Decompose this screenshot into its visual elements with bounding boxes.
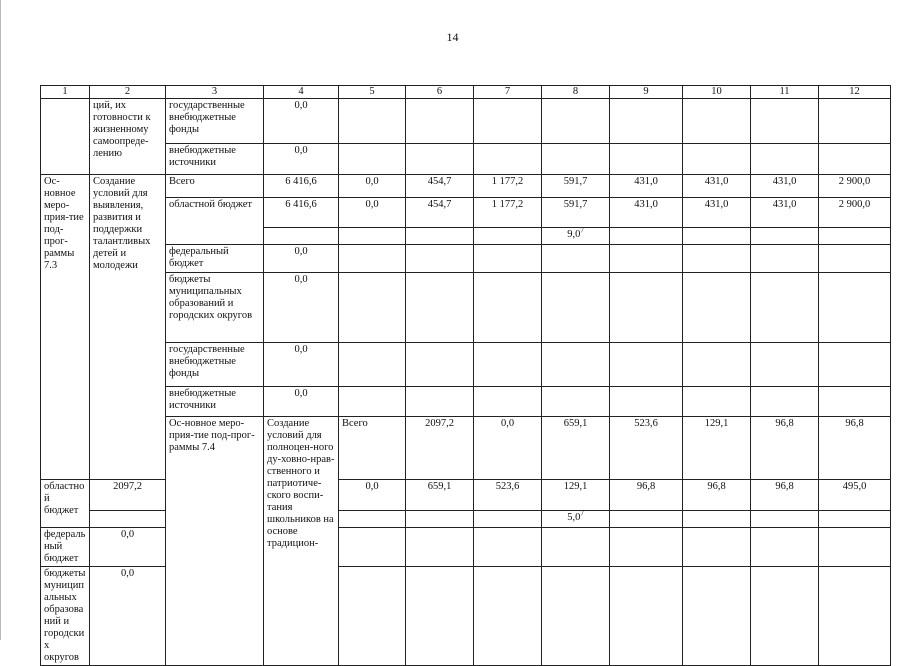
value-cell: 2 900,0 bbox=[819, 175, 891, 198]
col-header: 12 bbox=[819, 86, 891, 99]
value-cell: 591,7 bbox=[542, 175, 610, 198]
footnoted-value: $5,0^7$ bbox=[542, 511, 610, 528]
value-cell: 96,8 bbox=[610, 480, 683, 511]
value-cell: 0,0 bbox=[474, 417, 542, 480]
total-value: 0,0 bbox=[264, 343, 339, 387]
footnoted-value: $9,0^7$ bbox=[542, 228, 610, 245]
funding-source: внебюджетные источники bbox=[166, 144, 264, 175]
value-cell: 2097,2 bbox=[406, 417, 474, 480]
value-cell: 454,7 bbox=[406, 198, 474, 228]
activity-label: Ос-новное меро-прия-тие под-прог-раммы 7.3 bbox=[41, 175, 90, 480]
total-value: 0,0 bbox=[90, 567, 166, 666]
col-header: 7 bbox=[474, 86, 542, 99]
total-value: 0,0 bbox=[264, 273, 339, 343]
value-cell: 431,0 bbox=[610, 175, 683, 198]
col-header: 2 bbox=[90, 86, 166, 99]
col-header: 1 bbox=[41, 86, 90, 99]
funding-source: внебюджетные источники bbox=[166, 387, 264, 417]
table-row bbox=[41, 99, 891, 144]
value-cell: 0,0 bbox=[339, 175, 406, 198]
funding-source: федеральный бюджет bbox=[166, 245, 264, 273]
empty-cell bbox=[41, 99, 90, 175]
value-cell: 0,0 bbox=[339, 198, 406, 228]
funding-source: областной бюджет bbox=[41, 480, 90, 528]
value-cell: 96,8 bbox=[751, 417, 819, 480]
total-value: 0,0 bbox=[264, 245, 339, 273]
value-cell: 523,6 bbox=[474, 480, 542, 511]
value-cell: 96,8 bbox=[751, 480, 819, 511]
funding-source: бюджеты муниципальных образований и городских округов bbox=[166, 273, 264, 343]
table-row bbox=[41, 273, 891, 343]
value-cell: 1 177,2 bbox=[474, 175, 542, 198]
value-cell: 659,1 bbox=[542, 417, 610, 480]
value-cell: 1 177,2 bbox=[474, 198, 542, 228]
value-cell: 431,0 bbox=[610, 198, 683, 228]
col-header: 5 bbox=[339, 86, 406, 99]
funding-source: государственные внебюджетные фонды bbox=[166, 343, 264, 387]
col-header: 11 bbox=[751, 86, 819, 99]
col-header: 8 bbox=[542, 86, 610, 99]
value-cell: 495,0 bbox=[819, 480, 891, 511]
footnote-marker: 7 bbox=[580, 227, 584, 235]
total-value: 0,0 bbox=[264, 144, 339, 175]
activity-description: Создание условий для выявления, развития и поддержки талантливых детей и молодежи bbox=[90, 175, 166, 480]
value-cell: 431,0 bbox=[683, 198, 751, 228]
value-cell: 454,7 bbox=[406, 175, 474, 198]
col-header: 3 bbox=[166, 86, 264, 99]
value-cell: 431,0 bbox=[751, 198, 819, 228]
table-row bbox=[41, 417, 891, 480]
value-cell: 0,0 bbox=[339, 480, 406, 511]
total-value: 0,0 bbox=[264, 387, 339, 417]
value-cell: 523,6 bbox=[610, 417, 683, 480]
funding-source: федеральный бюджет bbox=[41, 528, 90, 567]
total-value: 0,0 bbox=[90, 528, 166, 567]
col-header: 4 bbox=[264, 86, 339, 99]
activity-label: Ос-новное меро-прия-тие под-прог-раммы 7.4 bbox=[166, 417, 264, 666]
header-row bbox=[41, 86, 891, 99]
total-value: 0,0 bbox=[264, 99, 339, 144]
value-cell: 659,1 bbox=[406, 480, 474, 511]
col-header: 9 bbox=[610, 86, 683, 99]
page-edge bbox=[0, 0, 1, 640]
value-cell: 6 416,6 bbox=[264, 198, 339, 228]
activity-description: Создание условий для полноцен-ного ду-ховно-нрав-ственного и патриотиче-ского воспи-тания школьников на основе традицион- bbox=[264, 417, 339, 666]
table-row bbox=[41, 175, 891, 198]
col-header: 6 bbox=[406, 86, 474, 99]
activity-description: ций, их готовности к жизненному самоопреде-лению bbox=[90, 99, 166, 175]
value-cell: 96,8 bbox=[819, 417, 891, 480]
value-cell: 2097,2 bbox=[90, 480, 166, 511]
page-number: 14 bbox=[446, 30, 459, 44]
table-row bbox=[41, 343, 891, 387]
footnote-marker: 7 bbox=[580, 510, 584, 518]
col-header: 10 bbox=[683, 86, 751, 99]
funding-source: государственные внебюджетные фонды bbox=[166, 99, 264, 144]
value-cell: 129,1 bbox=[542, 480, 610, 511]
table-row bbox=[41, 387, 891, 417]
funding-source: Всего bbox=[339, 417, 406, 480]
funding-source: Всего bbox=[166, 175, 264, 198]
value-cell: 2 900,0 bbox=[819, 198, 891, 228]
funding-source: областной бюджет bbox=[166, 198, 264, 245]
budget-table bbox=[40, 85, 891, 666]
value-cell: 6 416,6 bbox=[264, 175, 339, 198]
value-cell: 431,0 bbox=[683, 175, 751, 198]
table-row bbox=[41, 245, 891, 273]
value-cell: 431,0 bbox=[751, 175, 819, 198]
value-cell: 129,1 bbox=[683, 417, 751, 480]
value-cell: 96,8 bbox=[683, 480, 751, 511]
table-row bbox=[41, 198, 891, 228]
value-cell: 591,7 bbox=[542, 198, 610, 228]
table-row bbox=[41, 144, 891, 175]
funding-source: бюджеты муниципальных образований и городских округов bbox=[41, 567, 90, 666]
